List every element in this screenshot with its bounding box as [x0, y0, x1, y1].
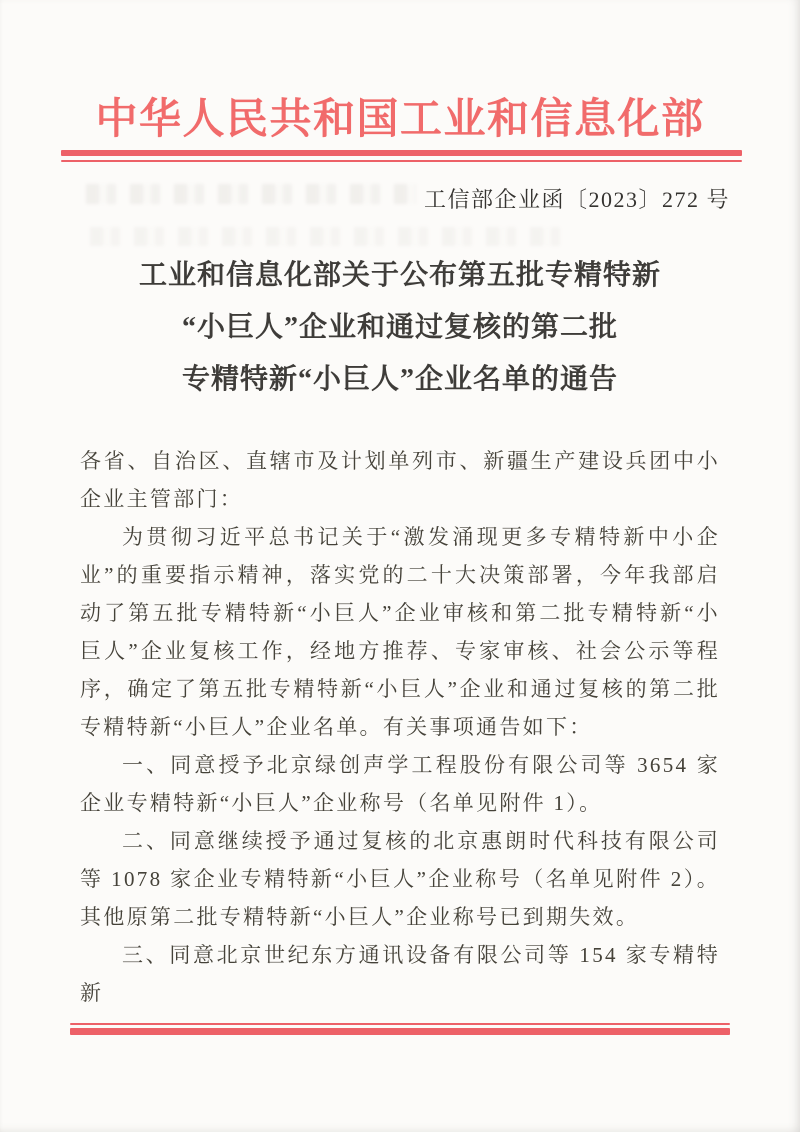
ministry-letterhead: 中华人民共和国工业和信息化部 — [95, 97, 705, 143]
paragraph-item-3-truncated: 三、同意北京世纪东方通讯设备有限公司等 154 家专精特新 — [80, 943, 720, 1005]
paragraph-item-2: 二、同意继续授予通过复核的北京惠朗时代科技有限公司等 1078 家企业专精特新“小巨人”企业称号（名单见附件 2）。其他原第二批专精特新“小巨人”企业称号已到期失效。 — [80, 829, 720, 929]
salutation: 各省、自治区、直辖市及计划单列市、新疆生产建设兵团中小企业主管部门： — [80, 449, 720, 511]
letterhead-divider-thin-line — [61, 160, 742, 162]
notice-title-line-3: 专精特新“小巨人”企业名单的通告 — [181, 364, 618, 395]
notice-title-line-1: 工业和信息化部关于公布第五批专精特新 — [138, 260, 661, 291]
paragraph-preamble: 为贯彻习近平总书记关于“激发涌现更多专精特新中小企业”的重要指示精神，落实党的二十大决策部署，今年我部启动了第五批专精特新“小巨人”企业审核和第二批专精特新“小巨人”企业复核工作，经地方推荐、专家审核、社会公示等程序，确定了第五批专精特新“小巨人”企业和通过复核的第二批专精特新“小巨人”企业名单。有关事项通告如下： — [80, 525, 720, 739]
notice-title-line-2: “小巨人”企业和通过复核的第二批 — [181, 312, 618, 343]
footer-divider-thick-line — [70, 1028, 730, 1035]
footer-divider-thin-line — [70, 1023, 730, 1025]
notice-title — [0, 250, 800, 406]
page-footer-divider — [70, 1023, 730, 1035]
scan-bleed-artifact — [90, 227, 560, 246]
letterhead-divider — [61, 150, 742, 162]
paragraph-item-1: 一、同意授予北京绿创声学工程股份有限公司等 3654 家企业专精特新“小巨人”企业称号（名单见附件 1）。 — [80, 753, 720, 815]
document-reference-number: 工信部企业函〔2023〕272 号 — [423, 187, 730, 212]
letterhead-divider-thick-line — [61, 150, 742, 156]
notice-body — [80, 442, 720, 1012]
scan-bleed-artifact — [86, 184, 416, 204]
